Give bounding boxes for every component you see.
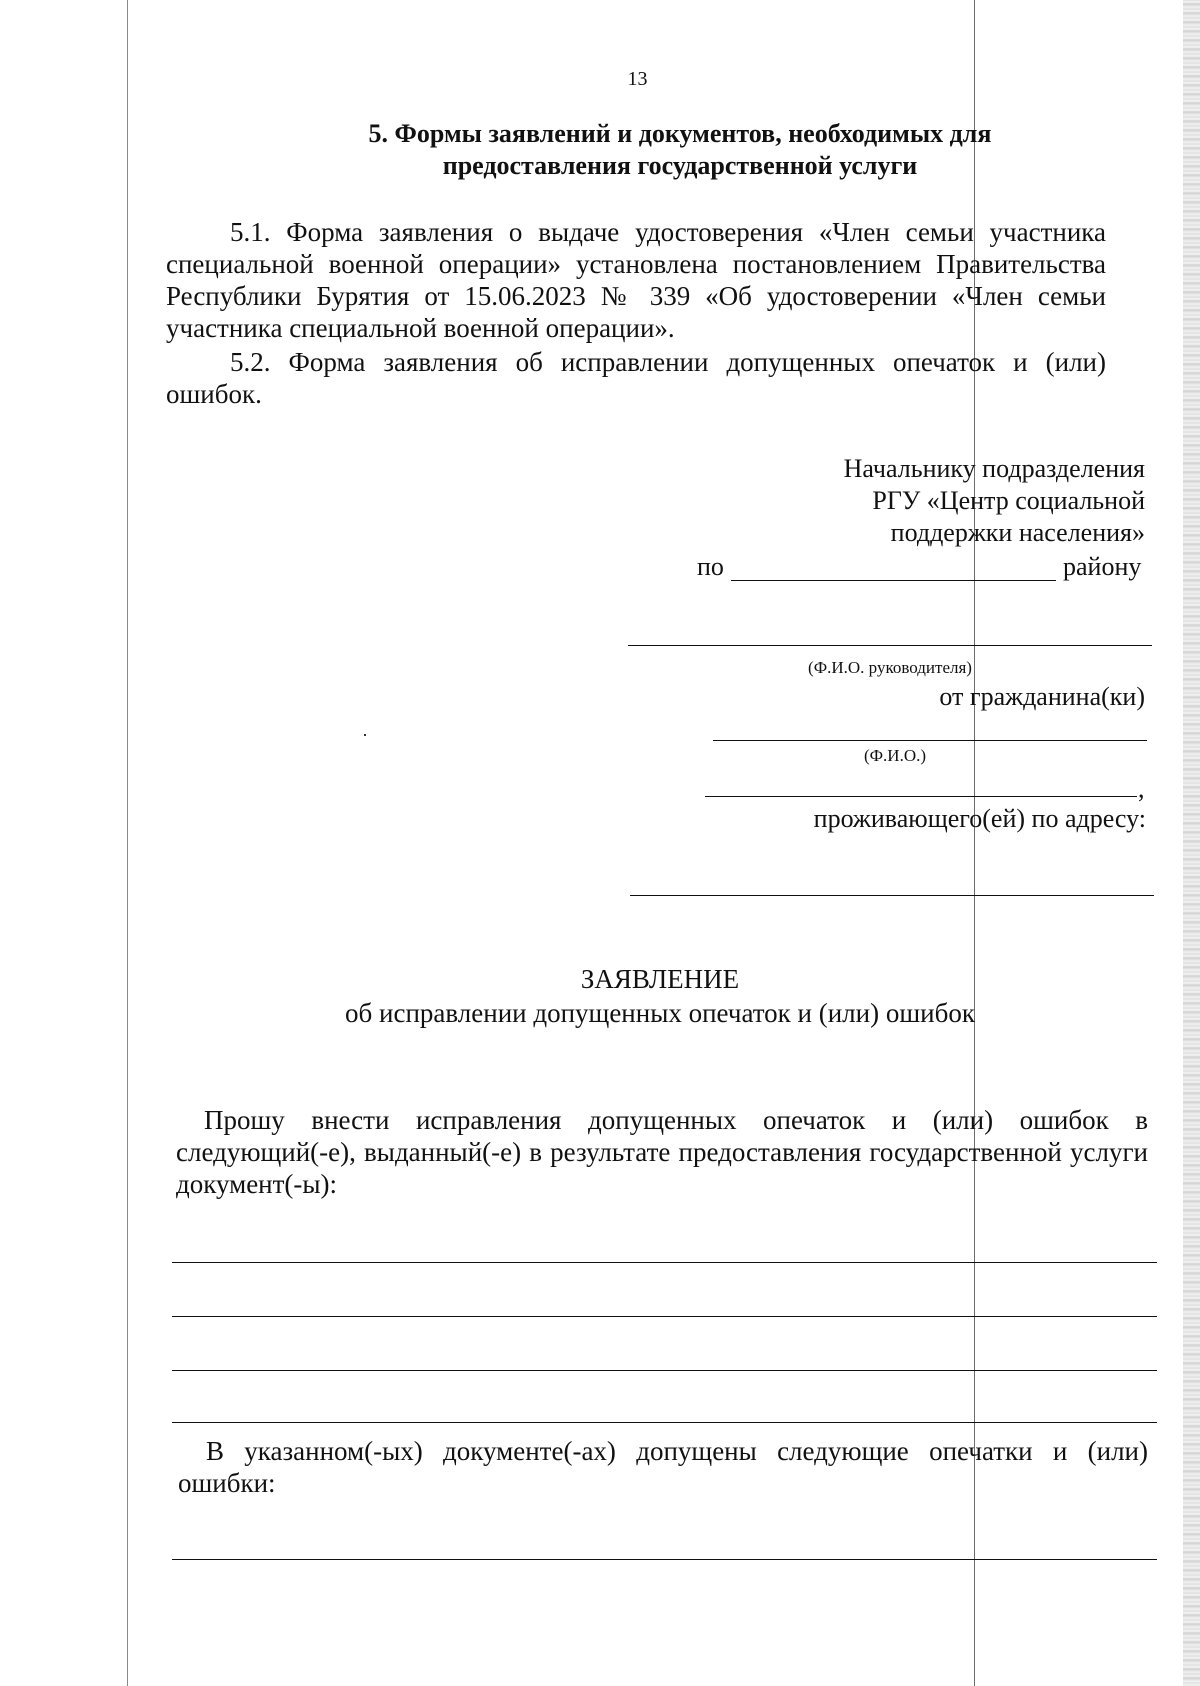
statement-subtitle: об исправлении допущенных опечаток и (или) ошибок (345, 998, 975, 1028)
district-blank-line (731, 580, 1056, 581)
paragraph-5-2 (166, 346, 1106, 410)
section-title (330, 118, 1030, 182)
document-blank-line-1 (172, 1262, 1157, 1263)
scan-right-edge (1183, 0, 1200, 1686)
page-number: 13 (627, 68, 648, 90)
document-blank-line-2 (172, 1316, 1157, 1317)
from-citizen: от гражданина(ки) (939, 682, 1145, 711)
addressee-rayonu: району (1063, 552, 1142, 581)
document-blank-line-3 (172, 1370, 1157, 1371)
scan-left-edge (127, 0, 128, 1686)
citizen-name-label: (Ф.И.О.) (863, 746, 927, 765)
document-blank-line-4 (172, 1422, 1157, 1423)
comma: , (1138, 774, 1145, 803)
paragraph-5-1 (166, 216, 1106, 344)
address-blank-line (630, 895, 1154, 896)
head-name-blank-line (628, 645, 1152, 646)
request-paragraph (176, 1104, 1148, 1200)
addressee-po: по (697, 552, 724, 581)
errors-text: В указанном(-ых) документе(-ах) допущены следующие опечатки и (или) ошибки: (178, 1436, 1148, 1498)
paragraph-5-1-text: 5.1. Форма заявления о выдаче удостоверения «Член семьи участника специальной военной операции» установлена постановлением Правительства Республики Бурятия от 15.06.2023 № 339 «Об удостоверении «Член семьи участника специальной военной операции». (166, 217, 1106, 343)
statement-title: ЗАЯВЛЕНИЕ (580, 964, 740, 994)
head-name-label: (Ф.И.О. руководителя) (808, 658, 972, 677)
citizen-name-blank-line (713, 740, 1147, 741)
citizen-name-blank-line-2 (705, 796, 1137, 797)
scan-speck (364, 734, 366, 736)
addressee-line-2: РГУ «Центр социальной (872, 486, 1145, 515)
addressee-line-3: поддержки населения» (890, 518, 1145, 547)
paragraph-5-2-text: 5.2. Форма заявления об исправлении допущенных опечаток и (или) ошибок. (166, 347, 1106, 409)
request-text: Прошу внести исправления допущенных опечаток и (или) ошибок в следующий(-е), выданный(-е) в результате предоставления государственной услуги документ(-ы): (176, 1105, 1148, 1199)
errors-blank-line-1 (172, 1559, 1157, 1560)
addressee-line-1: Начальнику подразделения (843, 454, 1145, 483)
section-title-line-2: предоставления государственной услуги (442, 151, 918, 180)
section-title-line-1: 5. Формы заявлений и документов, необходимых для (368, 119, 992, 148)
errors-paragraph (178, 1435, 1148, 1499)
residing-at: проживающего(ей) по адресу: (813, 804, 1146, 833)
